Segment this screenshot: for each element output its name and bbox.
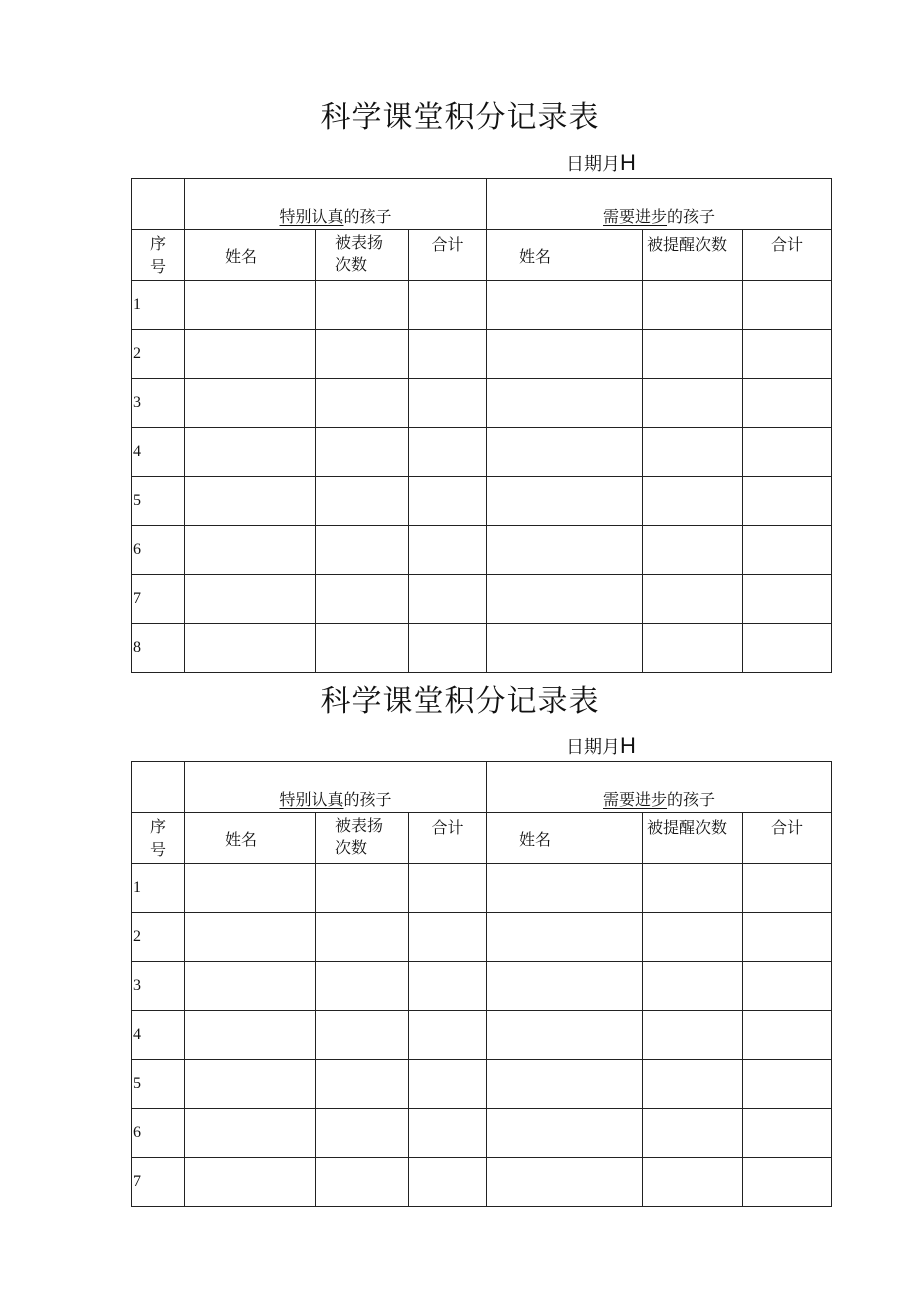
cell-need-total[interactable]: [743, 477, 832, 526]
col-praise-line1: 被表扬: [335, 233, 384, 252]
col-total: 合计: [409, 230, 487, 281]
row-number: 3: [132, 962, 185, 1011]
col-total-2: 合计: [743, 813, 832, 864]
col-praise-line2: 次数: [335, 255, 368, 274]
cell-need-total[interactable]: [743, 575, 832, 624]
cell-need-name[interactable]: [487, 575, 643, 624]
column-header-row: [132, 813, 832, 864]
cell-need-name[interactable]: [487, 1011, 643, 1060]
cell-good-total[interactable]: [409, 962, 487, 1011]
col-remind-count: 被提醒次数: [643, 813, 743, 864]
table-row: [132, 1060, 832, 1109]
group-need-header: [487, 179, 832, 230]
table-row: [132, 1158, 832, 1207]
cell-good-total[interactable]: [409, 864, 487, 913]
cell-need-name[interactable]: [487, 281, 643, 330]
col-total-2: 合计: [743, 230, 832, 281]
table-row: [132, 962, 832, 1011]
row-number: 1: [132, 864, 185, 913]
cell-good-total[interactable]: [409, 913, 487, 962]
row-number: 7: [132, 1158, 185, 1207]
cell-need-total[interactable]: [743, 281, 832, 330]
col-praise-count: [316, 813, 409, 864]
cell-praise-count[interactable]: [316, 477, 409, 526]
cell-remind-count[interactable]: [643, 575, 743, 624]
cell-praise-count[interactable]: [316, 1109, 409, 1158]
table-row: [132, 1011, 832, 1060]
date-suffix: H: [620, 150, 636, 175]
cell-good-total[interactable]: [409, 1011, 487, 1060]
cell-praise-count[interactable]: [316, 575, 409, 624]
cell-need-name[interactable]: [487, 428, 643, 477]
cell-good-total[interactable]: [409, 1158, 487, 1207]
cell-praise-count[interactable]: [316, 864, 409, 913]
table-row: [132, 864, 832, 913]
row-number: 2: [132, 913, 185, 962]
cell-remind-count[interactable]: [643, 428, 743, 477]
group-good-rest: 的孩子: [343, 207, 392, 226]
group-need-rest: 的孩子: [667, 790, 716, 809]
group-header-row: [132, 762, 832, 813]
cell-need-total[interactable]: [743, 962, 832, 1011]
cell-praise-count[interactable]: [316, 428, 409, 477]
cell-remind-count[interactable]: [643, 1060, 743, 1109]
row-number: 7: [132, 575, 185, 624]
cell-need-total[interactable]: [743, 624, 832, 673]
table-row: [132, 913, 832, 962]
cell-good-total[interactable]: [409, 281, 487, 330]
col-name: 姓名: [185, 230, 316, 281]
row-number: 6: [132, 1109, 185, 1158]
cell-praise-count[interactable]: [316, 330, 409, 379]
cell-need-total[interactable]: [743, 1011, 832, 1060]
cell-praise-count[interactable]: [316, 1158, 409, 1207]
cell-remind-count[interactable]: [643, 330, 743, 379]
cell-good-name[interactable]: [185, 379, 316, 428]
cell-good-name[interactable]: [185, 575, 316, 624]
date-suffix: H: [620, 733, 636, 758]
corner-cell: [132, 762, 185, 813]
row-number: 4: [132, 428, 185, 477]
row-number: 4: [132, 1011, 185, 1060]
cell-need-name[interactable]: [487, 1109, 643, 1158]
cell-need-name[interactable]: [487, 379, 643, 428]
cell-good-name[interactable]: [185, 624, 316, 673]
cell-praise-count[interactable]: [316, 1011, 409, 1060]
cell-remind-count[interactable]: [643, 962, 743, 1011]
cell-good-name[interactable]: [185, 1060, 316, 1109]
row-number: 6: [132, 526, 185, 575]
cell-praise-count[interactable]: [316, 962, 409, 1011]
cell-remind-count[interactable]: [643, 281, 743, 330]
col-seq: [132, 230, 185, 281]
group-good-rest: 的孩子: [343, 790, 392, 809]
cell-remind-count[interactable]: [643, 526, 743, 575]
cell-need-name[interactable]: [487, 1158, 643, 1207]
score-table: [131, 178, 832, 673]
cell-remind-count[interactable]: [643, 624, 743, 673]
cell-need-total[interactable]: [743, 330, 832, 379]
cell-praise-count[interactable]: [316, 624, 409, 673]
cell-good-total[interactable]: [409, 575, 487, 624]
table-row: [132, 379, 832, 428]
corner-cell: [132, 179, 185, 230]
cell-remind-count[interactable]: [643, 1158, 743, 1207]
cell-remind-count[interactable]: [643, 379, 743, 428]
cell-good-name[interactable]: [185, 962, 316, 1011]
cell-need-name[interactable]: [487, 1060, 643, 1109]
col-remind-count: 被提醒次数: [643, 230, 743, 281]
cell-good-total[interactable]: [409, 1109, 487, 1158]
group-good-header: [185, 762, 487, 813]
cell-need-name[interactable]: [487, 330, 643, 379]
col-seq-line1: 序: [149, 817, 166, 836]
sheet-title: 科学课堂积分记录表: [320, 100, 600, 135]
group-need-underlined: 需要进步: [603, 790, 668, 809]
cell-good-name[interactable]: [185, 1109, 316, 1158]
cell-good-total[interactable]: [409, 428, 487, 477]
row-number: 5: [132, 1060, 185, 1109]
cell-good-total[interactable]: [409, 477, 487, 526]
cell-good-name[interactable]: [185, 1011, 316, 1060]
row-number: 1: [132, 281, 185, 330]
col-praise-line1: 被表扬: [335, 816, 384, 835]
table-row: [132, 281, 832, 330]
col-praise-count: [316, 230, 409, 281]
cell-good-total[interactable]: [409, 624, 487, 673]
date-label: [566, 150, 636, 176]
cell-remind-count[interactable]: [643, 1109, 743, 1158]
col-seq-line2: 号: [149, 840, 166, 859]
date-text: 日期月: [566, 737, 620, 758]
cell-need-name[interactable]: [487, 864, 643, 913]
cell-need-total[interactable]: [743, 1158, 832, 1207]
table-row: [132, 526, 832, 575]
cell-good-total[interactable]: [409, 330, 487, 379]
row-number: 3: [132, 379, 185, 428]
row-number: 8: [132, 624, 185, 673]
col-name-2: 姓名: [487, 230, 643, 281]
cell-need-total[interactable]: [743, 1109, 832, 1158]
date-label: [566, 733, 636, 759]
table-row: [132, 575, 832, 624]
cell-need-name[interactable]: [487, 624, 643, 673]
table-row: [132, 428, 832, 477]
group-need-rest: 的孩子: [667, 207, 716, 226]
cell-good-name[interactable]: [185, 913, 316, 962]
col-seq-line2: 号: [149, 257, 166, 276]
cell-need-total[interactable]: [743, 428, 832, 477]
cell-need-name[interactable]: [487, 962, 643, 1011]
column-header-row: [132, 230, 832, 281]
cell-need-name[interactable]: [487, 913, 643, 962]
cell-good-name[interactable]: [185, 281, 316, 330]
col-total: 合计: [409, 813, 487, 864]
col-name: 姓名: [185, 813, 316, 864]
cell-good-name[interactable]: [185, 477, 316, 526]
cell-remind-count[interactable]: [643, 913, 743, 962]
cell-good-name[interactable]: [185, 864, 316, 913]
table-row: [132, 330, 832, 379]
cell-praise-count[interactable]: [316, 526, 409, 575]
date-text: 日期月: [566, 154, 620, 175]
cell-good-total[interactable]: [409, 526, 487, 575]
cell-good-name[interactable]: [185, 330, 316, 379]
table-row: [132, 624, 832, 673]
cell-good-name[interactable]: [185, 1158, 316, 1207]
group-need-underlined: 需要进步: [603, 207, 668, 226]
cell-need-name[interactable]: [487, 477, 643, 526]
group-good-header: [185, 179, 487, 230]
table-row: [132, 477, 832, 526]
cell-need-total[interactable]: [743, 526, 832, 575]
cell-praise-count[interactable]: [316, 913, 409, 962]
col-praise-line2: 次数: [335, 838, 368, 857]
cell-remind-count[interactable]: [643, 477, 743, 526]
score-table: [131, 761, 832, 1207]
cell-praise-count[interactable]: [316, 1060, 409, 1109]
cell-praise-count[interactable]: [316, 281, 409, 330]
col-seq: [132, 813, 185, 864]
cell-need-total[interactable]: [743, 1060, 832, 1109]
sheet-title: 科学课堂积分记录表: [320, 684, 600, 719]
cell-good-name[interactable]: [185, 428, 316, 477]
cell-remind-count[interactable]: [643, 1011, 743, 1060]
cell-need-total[interactable]: [743, 379, 832, 428]
row-number: 5: [132, 477, 185, 526]
group-header-row: [132, 179, 832, 230]
group-good-underlined: 特别认真: [279, 790, 344, 809]
group-good-underlined: 特别认真: [279, 207, 344, 226]
col-name-2: 姓名: [487, 813, 643, 864]
cell-need-name[interactable]: [487, 526, 643, 575]
table-row: [132, 1109, 832, 1158]
cell-good-total[interactable]: [409, 379, 487, 428]
col-seq-line1: 序: [149, 234, 166, 253]
row-number: 2: [132, 330, 185, 379]
group-need-header: [487, 762, 832, 813]
cell-good-name[interactable]: [185, 526, 316, 575]
cell-remind-count[interactable]: [643, 864, 743, 913]
cell-praise-count[interactable]: [316, 379, 409, 428]
cell-need-total[interactable]: [743, 913, 832, 962]
cell-need-total[interactable]: [743, 864, 832, 913]
cell-good-total[interactable]: [409, 1060, 487, 1109]
